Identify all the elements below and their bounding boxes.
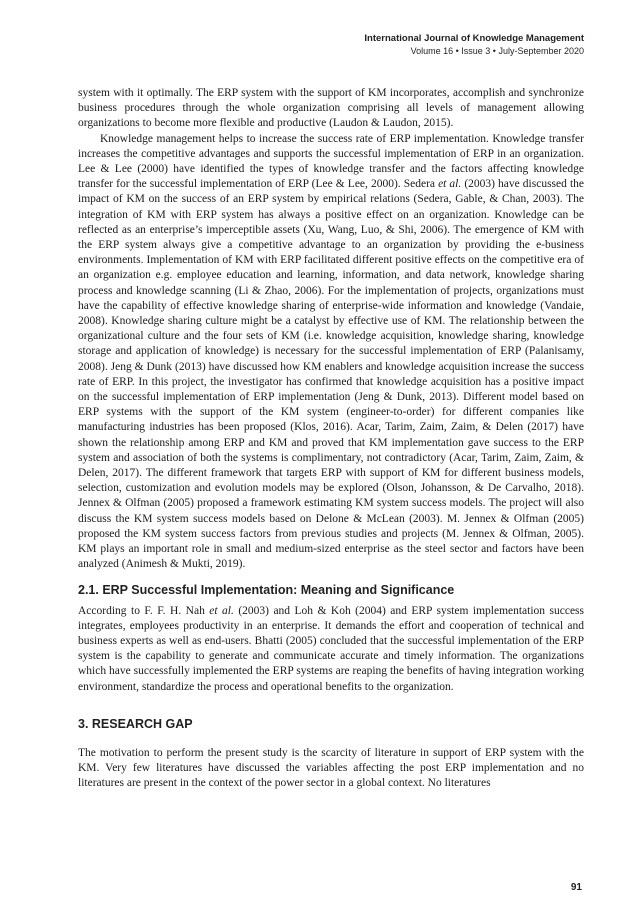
body-paragraph [78,604,584,695]
italic-text: et al. [209,604,234,617]
body-paragraph: The motivation to perform the present study is the scarcity of literature in support of ERP system with the KM. Very few literatures have discussed the variables affecting the post ERP implementation and no literatures are present in the context of the power sector in a global context. No literatures [78,746,584,790]
paragraph-text: Knowledge management helps to increase the success rate of ERP implementation. Knowledge transfer increases the competitive advantages and supports the successful implementation of ERP in an organization. Lee & Lee (2000) have identified the types of knowledge transfer and the factors affecting knowledge transfer for the successful implementation of ERP (Lee & Lee, 2000). Sedera [78,132,584,191]
italic-text: et al. [438,178,462,191]
paragraph-text: (2003) have discussed the impact of KM on the success of an ERP system by empirical relations (Sedera, Gable, & Chan, 2003). The integration of KM with ERP system has always a positive effect on an organization. Knowledge can be reflected as an enterprise’s imperceptible assets (Xu, Wang, Luo, & Shi, 2006). The emergence of KM with the ERP system always give a competitive advantage to an organization by providing the e-business environments. Implementation of KM with ERP facilitated different positive effects on the competitive era of an organization e.g. employee education and learning, information, and data network, knowledge sharing process and knowledge scanning (Li & Zhao, 2006). For the implementation of projects, organizations must have the capability of effective knowledge sharing of enterprise-wide information and knowledge (Vandaie, 2008). Knowledge sharing culture might be a catalyst by effective use of KM. The relationship between the organizational culture and the four sets of KM (i.e. knowledge acquisition, knowledge sharing, knowledge storage and application of knowledge) is necessary for the successful implementation of ERP (Palanisamy, 2008). Jeng & Dunk (2013) have discussed how KM enablers and knowledge acquisition increase the success rate of ERP. In this project, the investigator has confirmed that knowledge acquisition has a positive impact on the successful implementation of ERP implementation (Jeng & Dunk, 2013). Different model based on ERP systems with the support of the KM system (engineer-to-order) for different companies like manufacturing industries has been proposed (Klos, 2016). Acar, Tarim, Zaim, Zaim, & Delen (2017) have shown the relationship among ERP and KM and proved that KM implementation gave success to the ERP system and association of both the systems is complimentary, not contradictory (Acar, Tarim, Zaim, Zaim, & Delen, 2017). The different framework that targets ERP with support of KM for different business models, selection, customization and evolution models may be explored (Olson, Johansson, & De Carvalho, 2018). Jennex & Olfman (2005) proposed a framework estimating KM system success models. The project will also discuss the KM system success models based on Delone & McLean (2003). M. Jennex & Olfman (2005) proposed the KM system success factors from previous studies and projects (M. Jennex & Olfman, 2005). KM plays an important role in small and medium-sized enterprise as the steel sector and factors have been analyzed (Animesh & Mukti, 2019). [78,178,584,571]
journal-title: International Journal of Knowledge Management [364,33,584,44]
running-header [364,32,584,58]
paragraph-text: According to F. F. H. Nah [78,604,210,617]
section-heading: 3. RESEARCH GAP [78,716,193,731]
body-paragraph [78,132,584,573]
issue-info: Volume 16 • Issue 3 • July-September 2020 [410,46,584,56]
body-paragraph: system with it optimally. The ERP system with the support of KM incorporates, accomplish and synchronize business procedures through the whole organization comprising all levels of management allowing organizations to become more flexible and productive (Laudon & Laudon, 2015). [78,87,584,130]
page-number: 91 [570,882,582,893]
paragraph-text: (2003) and Loh & Koh (2004) and ERP system implementation success integrates, employees productivity in an enterprise. It demands the effort and cooperation of technical and business experts as well as end-users. Bhatti (2005) concluded that the successful implementation of the ERP system is the capability to generate and communicate accurate and timely information. The organizations which have successfully implemented the ERP systems are reaping the benefits of having integration working environment, standardize the process and operational benefits to the organization. [78,604,585,693]
section-heading: 2.1. ERP Successful Implementation: Meaning and Significance [78,582,455,597]
article-body [78,86,584,791]
